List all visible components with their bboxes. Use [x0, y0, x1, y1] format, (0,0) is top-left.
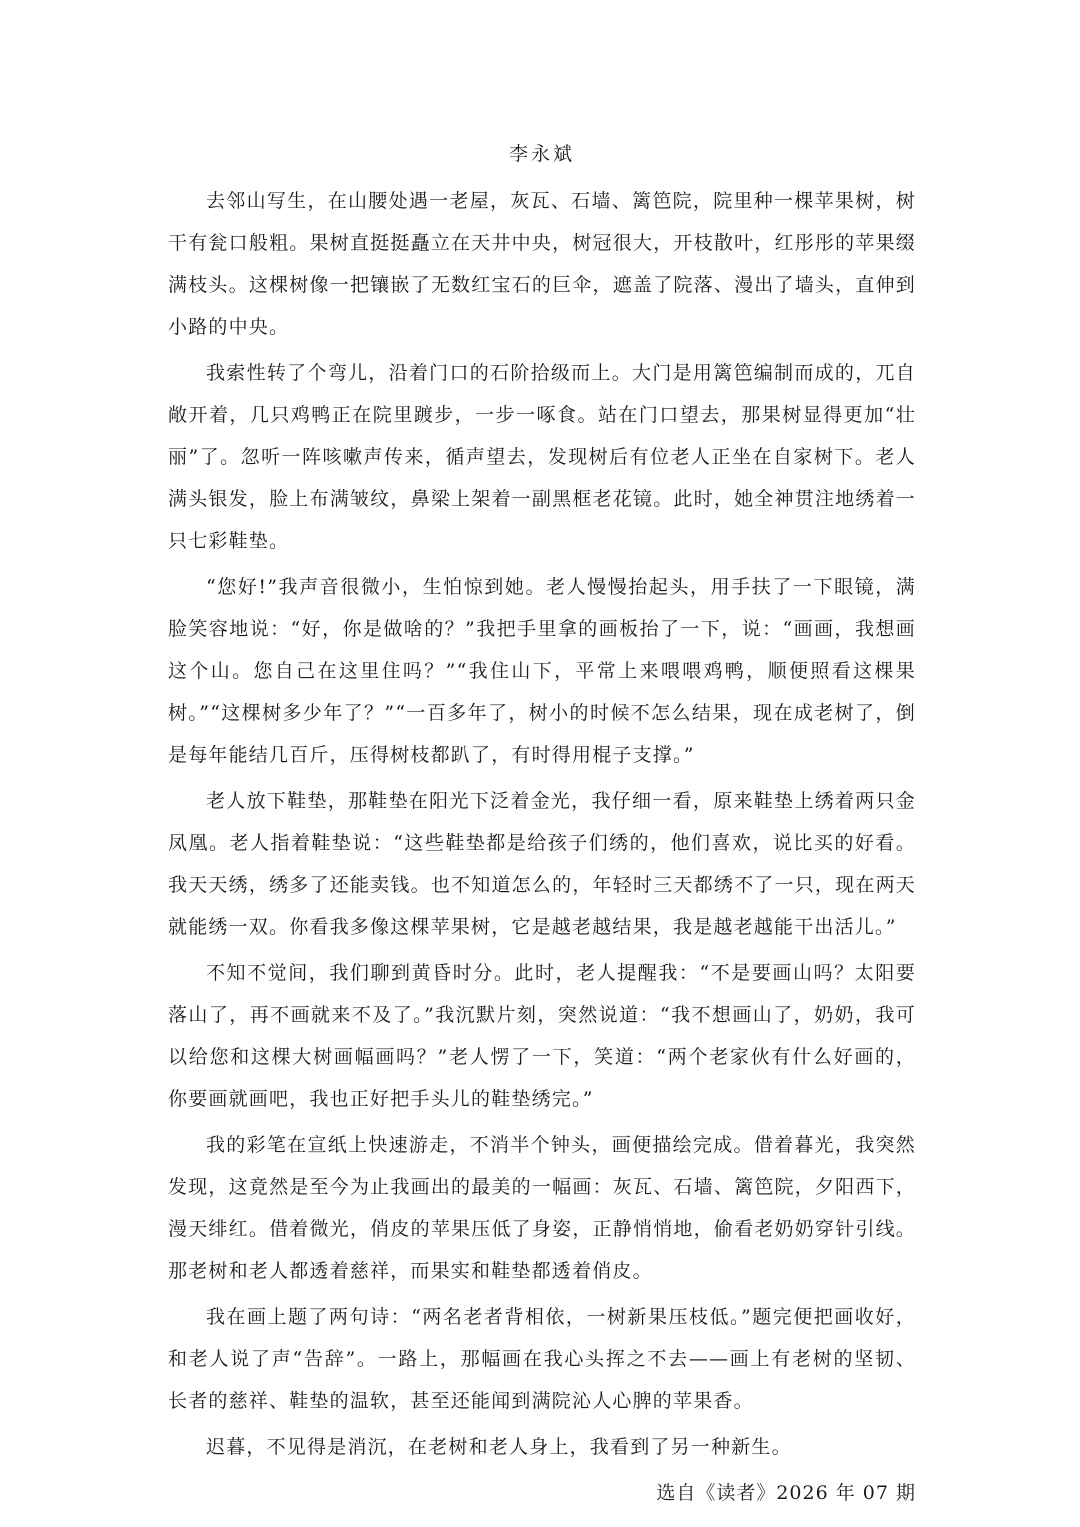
source-citation: 选自《读者》2026 年 07 期 — [656, 1482, 916, 1504]
paragraph-8: 迟暮，不见得是消沉，在老树和老人身上，我看到了另一种新生。 — [206, 1436, 792, 1458]
paragraph-3: “您好!”我声音很微小，生怕惊到她。老人慢慢抬起头，用手扶了一下眼镜，满脸笑容地说：“好，你是做啥的？”我把手里拿的画板抬了一下，说：“画画，我想画这个山。您自己在这里住吗？”“我住山下，平常上来喂喂鸡鸭，顺便照看这棵果树。”“这棵树多少年了？”“一百多年了，树小的时候不怎么结果，现在成老树了，倒是每年能结几百斤，压得树枝都趴了，有时得用棍子支撑。” — [168, 576, 916, 766]
paragraph-5: 不知不觉间，我们聊到黄昏时分。此时，老人提醒我：“不是要画山吗？太阳要落山了，再不画就来不及了。”我沉默片刻，突然说道：“我不想画山了，奶奶，我可以给您和这棵大树画幅画吗？”老人愣了一下，笑道：“两个老家伙有什么好画的，你要画就画吧，我也正好把手头儿的鞋垫绣完。” — [168, 962, 916, 1110]
author-name: 李永斌 — [508, 143, 575, 165]
article — [168, 140, 916, 1514]
paragraph-6: 我的彩笔在宣纸上快速游走，不消半个钟头，画便描绘完成。借着暮光，我突然发现，这竟然是至今为止我画出的最美的一幅画：灰瓦、石墙、篱笆院，夕阳西下，漫天绯红。借着微光，俏皮的苹果压低了身姿，正静悄悄地，偷看老奶奶穿针引线。那老树和老人都透着慈祥，而果实和鞋垫都透着俏皮。 — [168, 1134, 916, 1282]
paragraph-1: 去邻山写生，在山腰处遇一老屋，灰瓦、石墙、篱笆院，院里种一棵苹果树，树干有瓮口般粗。果树直挺挺矗立在天井中央，树冠很大，开枝散叶，红彤彤的苹果缀满枝头。这棵树像一把镶嵌了无数红宝石的巨伞，遮盖了院落、漫出了墙头，直伸到小路的中央。 — [168, 190, 916, 338]
paragraph-2: 我索性转了个弯儿，沿着门口的石阶拾级而上。大门是用篱笆编制而成的，兀自敞开着，几只鸡鸭正在院里踱步，一步一啄食。站在门口望去，那果树显得更加“壮丽”了。忽听一阵咳嗽声传来，循声望去，发现树后有位老人正坐在自家树下。老人满头银发，脸上布满皱纹，鼻梁上架着一副黑框老花镜。此时，她全神贯注地绣着一只七彩鞋垫。 — [168, 362, 916, 552]
paragraph-4: 老人放下鞋垫，那鞋垫在阳光下泛着金光，我仔细一看，原来鞋垫上绣着两只金凤凰。老人指着鞋垫说：“这些鞋垫都是给孩子们绣的，他们喜欢，说比买的好看。我天天绣，绣多了还能卖钱。也不知道怎么的，年轻时三天都绣不了一只，现在两天就能绣一双。你看我多像这棵苹果树，它是越老越结果，我是越老越能干出活儿。” — [168, 790, 916, 938]
paragraph-7: 我在画上题了两句诗：“两名老者背相依，一树新果压枝低。”题完便把画收好，和老人说了声“告辞”。一路上，那幅画在我心头挥之不去——画上有老树的坚韧、长者的慈祥、鞋垫的温软，甚至还能闻到满院沁人心脾的苹果香。 — [168, 1306, 916, 1412]
